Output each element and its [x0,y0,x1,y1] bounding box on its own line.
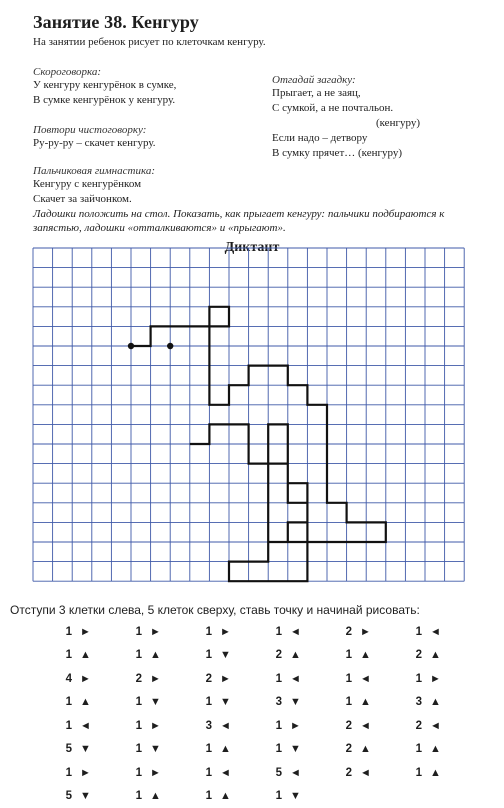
dictation-step [272,691,342,715]
dictation-step [62,738,132,762]
step-count: 1 [62,626,72,638]
arrow-right-icon: ► [220,626,231,638]
step-count: 1 [62,720,72,732]
step-count: 1 [342,673,352,685]
arrow-left-icon: ◄ [430,626,441,638]
step-count: 2 [412,649,422,661]
dictation-step [202,761,272,785]
dictation-step [132,785,202,808]
step-count: 1 [132,767,142,779]
arrow-up-icon: ▲ [430,767,441,779]
step-count: 3 [272,696,282,708]
gymnastics-line: Скачет за зайчонком. [33,192,155,207]
dictation-step [62,620,132,644]
step-count: 1 [342,696,352,708]
dictation-step [412,667,482,691]
arrow-down-icon: ▼ [220,696,231,708]
step-count: 1 [272,626,282,638]
step-count: 3 [412,696,422,708]
tongue-twister-header: Скороговорка: [33,66,176,78]
step-count: 1 [272,673,282,685]
step-count: 1 [62,649,72,661]
dictation-step [412,691,482,715]
tongue-twister-line: В сумке кенгурёнок у кенгуру. [33,93,176,108]
dictation-step [342,667,412,691]
dictation-step [272,620,342,644]
intro-text: На занятии ребенок рисует по клеточкам кенгуру. [33,36,266,48]
dictation-step [132,644,202,668]
arrow-right-icon: ► [150,626,161,638]
arrow-down-icon: ▼ [150,743,161,755]
step-count: 1 [62,767,72,779]
step-count: 2 [342,626,352,638]
step-count: 3 [202,720,212,732]
step-count: 1 [412,673,422,685]
dictation-step [412,738,482,762]
step-count: 1 [202,743,212,755]
dictation-step [342,644,412,668]
arrow-up-icon: ▲ [360,649,371,661]
grid-lines [33,248,464,581]
step-count: 5 [272,767,282,779]
step-count: 1 [272,720,282,732]
arrow-left-icon: ◄ [360,767,371,779]
step-count: 2 [132,673,142,685]
dictation-step [62,785,132,808]
step-count: 1 [132,720,142,732]
dictation-step [412,644,482,668]
arrow-left-icon: ◄ [290,767,301,779]
arrow-right-icon: ► [150,767,161,779]
arrow-left-icon: ◄ [360,673,371,685]
repeat-header: Повтори чистоговорку: [33,124,155,136]
arrow-up-icon: ▲ [150,790,161,802]
dictation-step [412,714,482,738]
dictation-step [62,761,132,785]
dictation-step [62,691,132,715]
step-count: 1 [202,626,212,638]
arrow-right-icon: ► [150,720,161,732]
dictation-step [132,667,202,691]
arrow-up-icon: ▲ [80,696,91,708]
arrow-up-icon: ▲ [360,696,371,708]
arrow-left-icon: ◄ [80,720,91,732]
step-count: 1 [272,743,282,755]
step-count: 1 [62,696,72,708]
arrow-down-icon: ▼ [80,790,91,802]
dictation-step [62,667,132,691]
step-count: 1 [202,696,212,708]
dictation-step [272,785,342,808]
step-count: 2 [342,720,352,732]
arrow-up-icon: ▲ [430,696,441,708]
dictation-step [342,714,412,738]
dictation-step [272,738,342,762]
dictation-step [272,667,342,691]
arrow-left-icon: ◄ [220,767,231,779]
dictation-step [272,714,342,738]
gymnastics-instruction: Ладошки положить на стол. Показать, как прыгает кенгуру: пальчики подбираются к запястью, ладошки «отталкиваются» и «прыгают». [33,207,478,235]
arrow-up-icon: ▲ [220,743,231,755]
arrow-up-icon: ▲ [290,649,301,661]
dictation-step [202,785,272,808]
dictation-step [202,691,272,715]
riddle-line: С сумкой, а не почтальон. [272,101,420,116]
step-count: 1 [202,649,212,661]
dictation-step [202,714,272,738]
step-count: 1 [202,790,212,802]
step-count: 2 [202,673,212,685]
dictation-steps [62,620,482,808]
arrow-left-icon: ◄ [430,720,441,732]
dictation-step [412,761,482,785]
step-count: 1 [412,626,422,638]
arrow-right-icon: ► [290,720,301,732]
step-count: 1 [342,649,352,661]
riddle-answer: (кенгуру) [272,116,420,131]
step-count: 1 [132,649,142,661]
gymnastics-header: Пальчиковая гимнастика: [33,165,155,177]
dictation-instruction: Отступи 3 клетки слева, 5 клеток сверху, ставь точку и начинай рисовать: [10,603,500,617]
arrow-left-icon: ◄ [290,626,301,638]
dictation-step [272,761,342,785]
dictation-step [342,761,412,785]
dictation-step [342,691,412,715]
tongue-twister-line: У кенгуру кенгурёнок в сумке, [33,78,176,93]
arrow-up-icon: ▲ [430,743,441,755]
arrow-up-icon: ▲ [220,790,231,802]
repeat-line: Ру-ру-ру – скачет кенгуру. [33,136,155,151]
dictation-step [132,714,202,738]
dictation-step [62,644,132,668]
dictation-step [202,620,272,644]
dictation-step [412,620,482,644]
arrow-down-icon: ▼ [290,790,301,802]
step-count: 2 [342,743,352,755]
arrow-up-icon: ▲ [360,743,371,755]
step-count: 1 [132,626,142,638]
dictation-step [342,738,412,762]
arrow-left-icon: ◄ [360,720,371,732]
arrow-up-icon: ▲ [80,649,91,661]
dictation-step [202,738,272,762]
gymnastics-line: Кенгуру с кенгурёнком [33,177,155,192]
arrow-right-icon: ► [150,673,161,685]
step-count: 1 [412,767,422,779]
arrow-down-icon: ▼ [290,743,301,755]
step-count: 1 [132,743,142,755]
step-count: 1 [132,696,142,708]
dictation-step [132,620,202,644]
arrow-right-icon: ► [220,673,231,685]
arrow-left-icon: ◄ [290,673,301,685]
arrow-left-icon: ◄ [220,720,231,732]
step-count: 2 [412,720,422,732]
dictation-step [132,691,202,715]
arrow-down-icon: ▼ [290,696,301,708]
dictation-step [132,738,202,762]
step-count: 2 [272,649,282,661]
riddle-header: Отгадай загадку: [272,74,420,86]
dictation-step [342,620,412,644]
step-count: 5 [62,790,72,802]
arrow-right-icon: ► [80,626,91,638]
arrow-right-icon: ► [430,673,441,685]
step-count: 1 [202,767,212,779]
arrow-right-icon: ► [80,767,91,779]
riddle-line: В сумку прячет… (кенгуру) [272,146,420,161]
riddle-line: Если надо – детвору [272,131,420,146]
dictation-step [132,761,202,785]
arrow-up-icon: ▲ [150,649,161,661]
dictation-step [202,667,272,691]
step-count: 1 [412,743,422,755]
step-count: 2 [342,767,352,779]
dictation-step [272,644,342,668]
page-title: Занятие 38. Кенгуру [33,12,199,33]
arrow-down-icon: ▼ [150,696,161,708]
arrow-down-icon: ▼ [80,743,91,755]
start-dot [128,343,134,349]
riddle-line: Прыгает, а не заяц, [272,86,420,101]
start-dot [167,343,173,349]
dictation-title: Диктант [0,240,504,256]
arrow-up-icon: ▲ [430,649,441,661]
step-count: 4 [62,673,72,685]
arrow-right-icon: ► [360,626,371,638]
arrow-down-icon: ▼ [220,649,231,661]
step-count: 1 [272,790,282,802]
arrow-right-icon: ► [80,673,91,685]
dictation-step [202,644,272,668]
step-count: 1 [132,790,142,802]
dictation-step [62,714,132,738]
step-count: 5 [62,743,72,755]
